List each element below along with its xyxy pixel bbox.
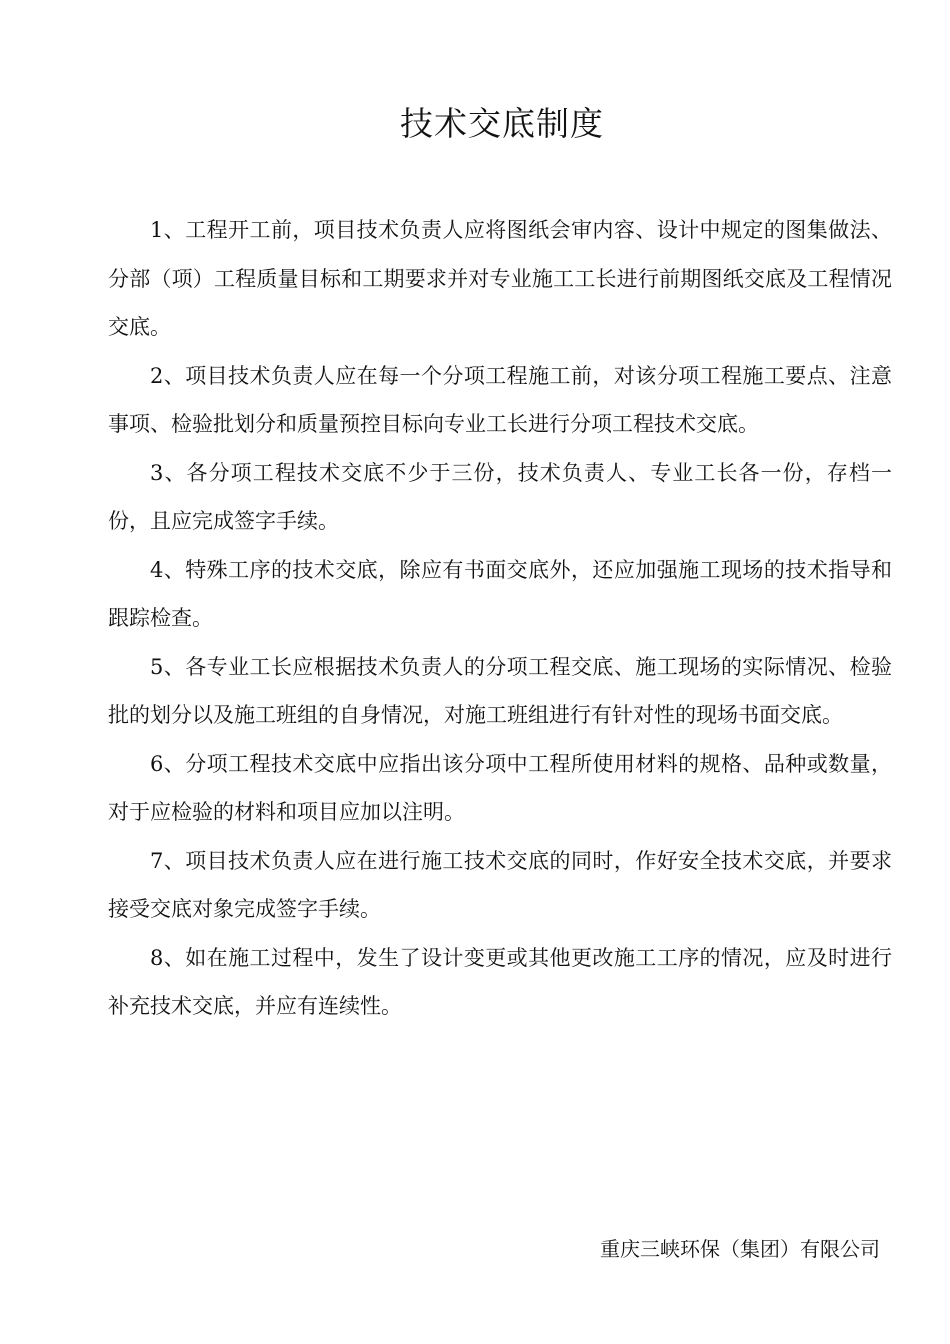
document-body xyxy=(108,206,892,1031)
paragraph-2: 2、项目技术负责人应在每一个分项工程施工前，对该分项工程施工要点、注意事项、检验批划分和质量预控目标向专业工长进行分项工程技术交底。 xyxy=(108,363,892,436)
paragraph-4: 4、特殊工序的技术交底，除应有书面交底外，还应加强施工现场的技术指导和跟踪检查。 xyxy=(108,557,892,630)
paragraph-5: 5、各专业工长应根据技术负责人的分项工程交底、施工现场的实际情况、检验批的划分以及施工班组的自身情况，对施工班组进行有针对性的现场书面交底。 xyxy=(108,654,892,727)
paragraph-3: 3、各分项工程技术交底不少于三份，技术负责人、专业工长各一份，存档一份，且应完成签字手续。 xyxy=(108,460,892,533)
paragraph-7: 7、项目技术负责人应在进行施工技术交底的同时，作好安全技术交底，并要求接受交底对象完成签字手续。 xyxy=(108,848,892,921)
paragraph-1: 1、工程开工前，项目技术负责人应将图纸会审内容、设计中规定的图集做法、分部（项）工程质量目标和工期要求并对专业施工工长进行前期图纸交底及工程情况交底。 xyxy=(108,218,892,339)
paragraph-8: 8、如在施工过程中，发生了设计变更或其他更改施工工序的情况，应及时进行补充技术交底，并应有连续性。 xyxy=(108,945,892,1018)
organization-signature: 重庆三峡环保（集团）有限公司 xyxy=(600,1237,880,1261)
document-title: 技术交底制度 xyxy=(400,104,604,143)
paragraph-6: 6、分项工程技术交底中应指出该分项中工程所使用材料的规格、品种或数量，对于应检验的材料和项目应加以注明。 xyxy=(108,751,892,824)
